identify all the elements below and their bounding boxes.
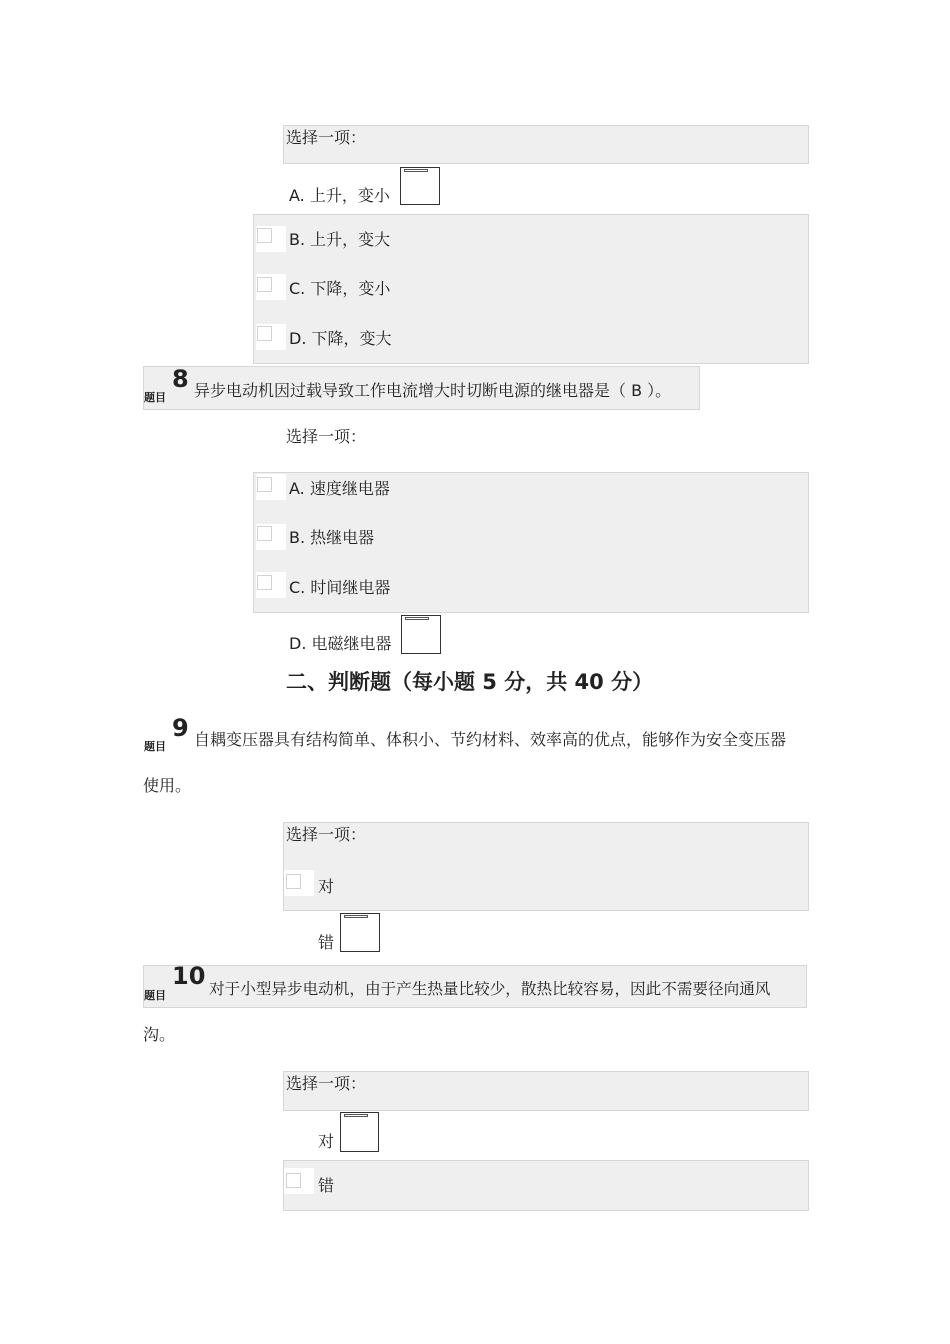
- q9-label: 题目: [144, 740, 166, 753]
- q8-option-a-label[interactable]: A. 速度继电器: [289, 479, 390, 498]
- q9-option-false-selected-box[interactable]: [340, 913, 380, 952]
- q7-prompt: 选择一项：: [286, 128, 367, 147]
- q8-prompt: 选择一项：: [286, 427, 367, 446]
- q7-option-b-checkbox[interactable]: [257, 228, 272, 243]
- q10-prompt: 选择一项：: [286, 1074, 367, 1093]
- q10-option-true-label[interactable]: 对: [318, 1132, 335, 1151]
- q9-text-line2: 使用。: [143, 776, 192, 795]
- q8-option-b-checkbox[interactable]: [257, 526, 272, 541]
- q8-option-b-label[interactable]: B. 热继电器: [289, 528, 375, 547]
- section-title: 二、判断题（每小题 5 分，共 40 分）: [286, 670, 654, 694]
- q10-text-line2: 沟。: [143, 1025, 176, 1044]
- q8-option-d-label[interactable]: D. 电磁继电器: [289, 634, 392, 653]
- q10-number: 10: [172, 962, 206, 990]
- q7-option-a-label[interactable]: A. 上升，变小: [289, 186, 390, 205]
- q7-option-d-checkbox[interactable]: [257, 326, 272, 341]
- q10-option-false-box: [283, 1160, 809, 1211]
- q9-prompt: 选择一项：: [286, 825, 367, 844]
- q7-option-c-label[interactable]: C. 下降，变小: [289, 279, 391, 298]
- q7-option-a-selected-box[interactable]: [400, 167, 440, 205]
- q7-option-b-label[interactable]: B. 上升，变大: [289, 230, 391, 249]
- q8-option-c-label[interactable]: C. 时间继电器: [289, 578, 391, 597]
- q10-text-line1: 对于小型异步电动机，由于产生热量比较少，散热比较容易，因此不需要径向通风: [209, 980, 771, 998]
- q9-option-false-label[interactable]: 错: [318, 933, 335, 952]
- q7-option-c-checkbox[interactable]: [257, 277, 272, 292]
- q10-option-false-checkbox[interactable]: [286, 1173, 301, 1188]
- q8-label: 题目: [144, 391, 166, 404]
- q7-option-d-label[interactable]: D. 下降，变大: [289, 329, 392, 348]
- q8-option-a-checkbox[interactable]: [257, 477, 272, 492]
- q8-text: 异步电动机因过载导致工作电流增大时切断电源的继电器是（ B ）。: [194, 381, 672, 400]
- q9-option-true-checkbox[interactable]: [286, 874, 301, 889]
- q9-option-true-label[interactable]: 对: [318, 877, 335, 896]
- q8-option-c-checkbox[interactable]: [257, 575, 272, 590]
- q10-label: 题目: [144, 989, 166, 1002]
- q10-option-true-selected-box[interactable]: [340, 1112, 379, 1152]
- q8-option-d-selected-box[interactable]: [401, 615, 441, 654]
- q9-number: 9: [172, 714, 189, 742]
- q8-number: 8: [172, 365, 189, 393]
- q9-text-line1: 自耦变压器具有结构简单、体积小、节约材料、效率高的优点，能够作为安全变压器: [194, 730, 787, 749]
- q10-option-false-label[interactable]: 错: [318, 1176, 335, 1195]
